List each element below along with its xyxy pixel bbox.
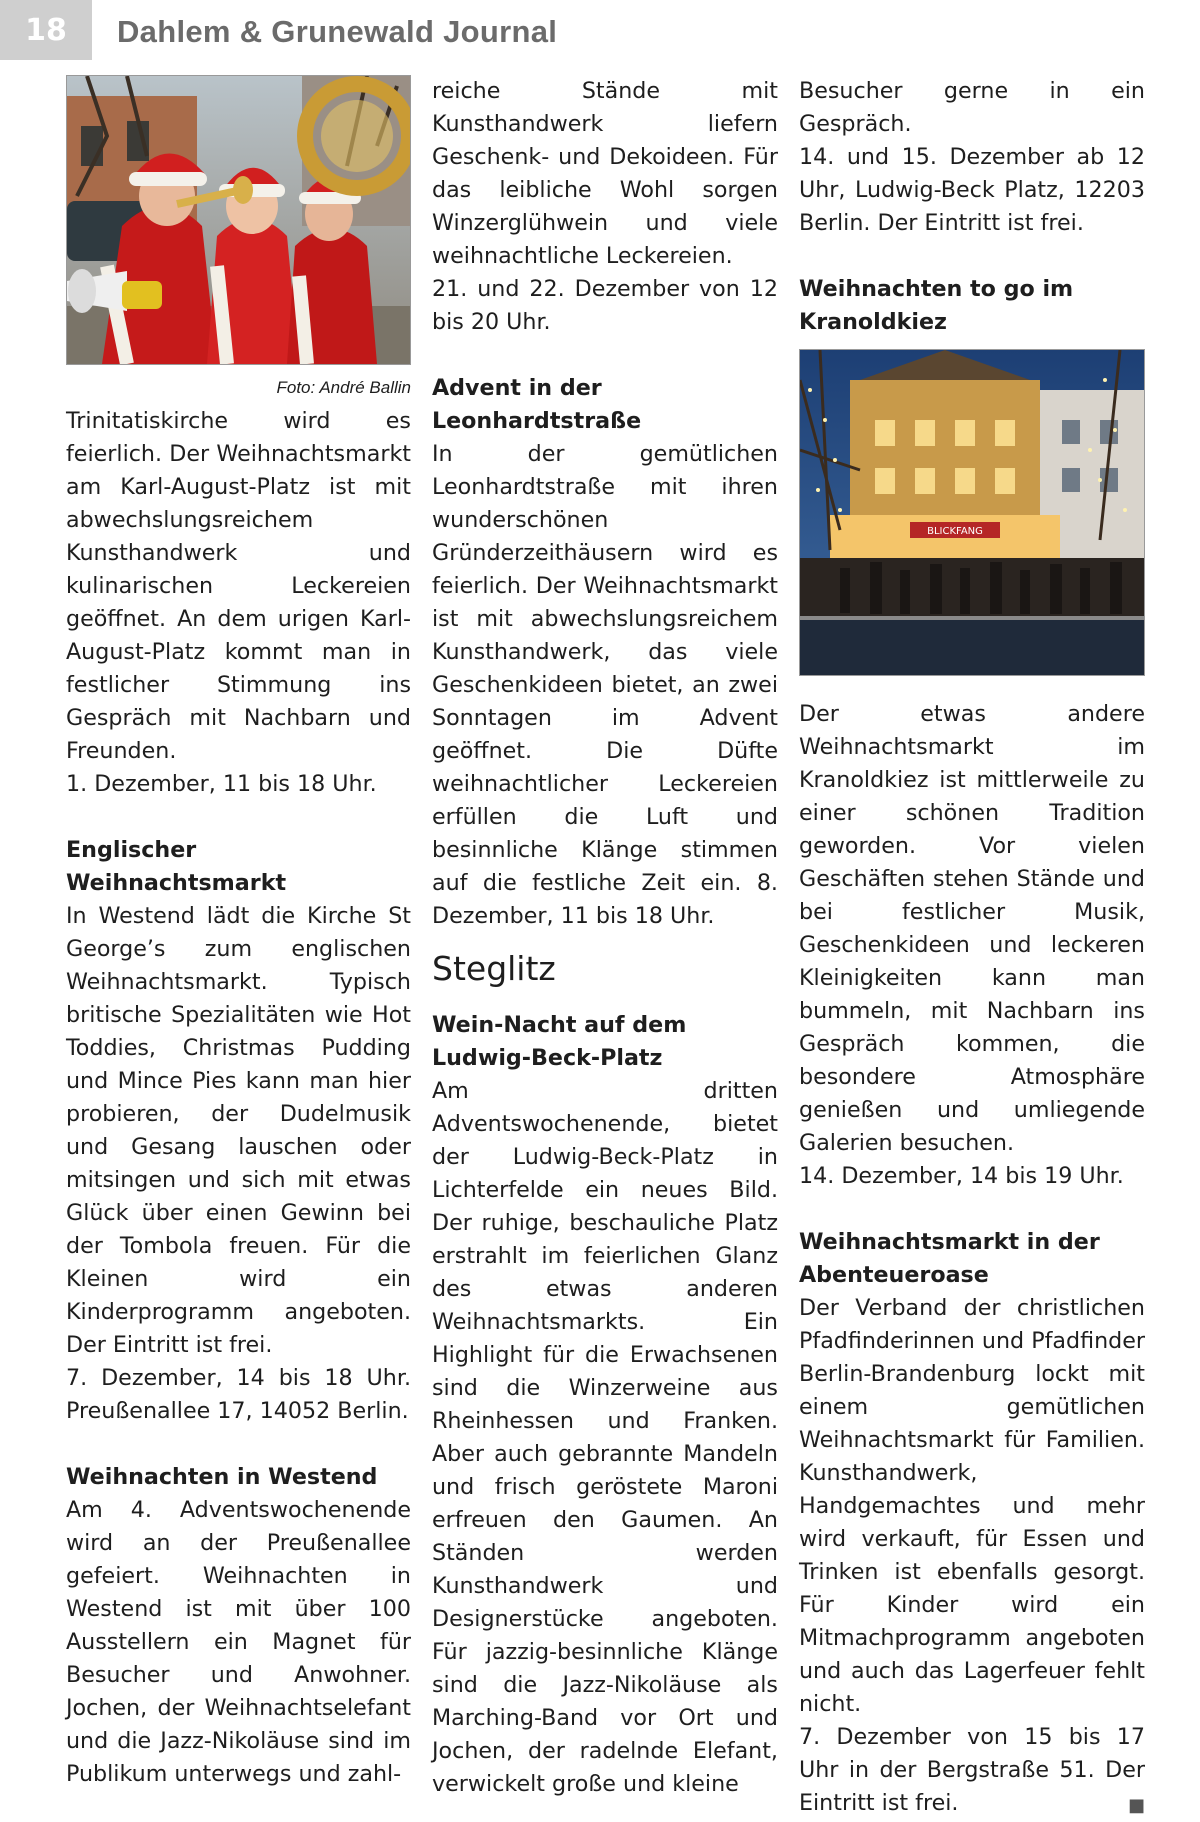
paragraph-weihnachten-in-westend: Am 4. Adventswochenende wird an der Preußenallee gefeiert. Weihnachten in Westend ist mit über 100 Ausstellern ein Magnet für Besucher und Anwohner. Jochen, der Weihnachtselefant und die Jazz-Nikoläuse sind im Publikum unterwegs und zahl- [66,1497,411,1787]
paragraph-abenteueroase-date [799,1721,1145,1820]
paragraph-karl-august-platz-date: 1. Dezember, 11 bis 18 Uhr. [66,771,377,797]
photo-jazz-nikolaeuse [66,75,411,365]
paragraph-englischer-weihnachtsmarkt: In Westend lädt die Kirche St George’s zum englischen Weihnachtsmarkt. Typisch britische Spezialitäten wie Hot Toddies, Christmas Pudding und Mince Pies kann man hier probieren, der Dudelmusik und Gesang lauschen oder mitsingen und sich mit etwas Glück über einen Gewinn bei der Tombola freuen. Für die Kleinen wird ein Kinderprogramm angeboten. Der Eintritt ist frei. [66,903,411,1358]
street-market-night-image [800,350,1144,675]
photo-kranoldkiez [799,349,1145,676]
heading-englischer-weihnachtsmarkt: Englischer Weihnachtsmarkt [66,837,287,896]
paragraph-continuation: Besucher gerne in ein Gespräch. [799,78,1145,137]
end-of-article-icon: ■ [1127,1795,1145,1816]
santa-band-image [67,76,410,364]
journal-title: Dahlem & Grunewald Journal [117,14,558,49]
page-number: 18 [0,0,92,60]
paragraph-wein-nacht: Am dritten Adventswochenende, bietet der Ludwig-Beck-Platz in Lichterfelde ein neues Bild. Der ruhige, beschauliche Platz erstrahlt im feierlichen Glanz des etwas anderen Weihnachtsmarkts. Ein Highlight für die Erwachsenen sind die Winzerweine aus Rheinhessen und Franken. Aber auch gebrannte Mandeln und frisch geröstete Maroni erfreuen den Gaumen. An Ständen werden Kunsthandwerk und Designerstücke angeboten. Für jazzig-besinnliche Klänge sind die Jazz-Nikoläuse als Marching-Band vor Ort und Jochen, der radelnde Elefant, verwickelt große und kleine [432,1078,778,1797]
paragraph-kranoldkiez-date: 14. Dezember, 14 bis 19 Uhr. [799,1163,1124,1189]
heading-abenteueroase: Weihnachtsmarkt in der Abenteueroase [799,1229,1100,1288]
column-3 [799,75,1145,1822]
paragraph-abenteueroase: Der Verband der christlichen Pfadfinderinnen und Pfadfinder Berlin-Brandenburg lockt mit einem gemütlichen Weihnachtsmarkt für Familien. Kunsthandwerk, Handgemachtes und mehr wird verkauft, für Essen und Trinken ist ebenfalls gesorgt. Für Kinder wird ein Mitmachprogramm angeboten und auch das Lagerfeuer fehlt nicht. [799,1295,1145,1717]
photo-caption: Foto: André Ballin [276,378,411,397]
paragraph-continuation-date: 21. und 22. Dezember von 12 bis 20 Uhr. [432,276,778,335]
column-1 [66,75,411,1791]
paragraph-continuation-date: 14. und 15. Dezember ab 12 Uhr, Ludwig-Beck Platz, 12203 Berlin. Der Eintritt ist frei. [799,144,1145,236]
heading-wein-nacht: Wein-Nacht auf dem Ludwig-Beck-Platz [432,1012,687,1071]
paragraph-kranoldkiez: Der etwas andere Weihnachtsmarkt im Kranoldkiez ist mittlerweile zu einer schönen Tradition geworden. Vor vielen Geschäften stehen Stände und bei festlicher Musik, Geschenkideen und leckeren Kleinigkeiten kann man bummeln, mit Nachbarn ins Gespräch kommen, die besondere Atmosphäre genießen und umliegende Galerien besuchen. [799,701,1145,1156]
shop-sign-text: BLICKFANG [927,526,983,537]
heading-weihnachten-in-westend: Weihnachten in Westend [66,1464,378,1490]
abenteueroase-date-text: 7. Dezember von 15 bis 17 Uhr in der Bergstraße 51. Der Eintritt ist frei. [799,1724,1145,1816]
paragraph-continuation: reiche Stände mit Kunsthandwerk liefern Geschenk- und Dekoideen. Für das leibliche Wohl sorgen Winzerglühwein und viele weihnachtliche Leckereien. [432,78,778,269]
heading-weihnachten-to-go: Weihnachten to go im Kranoldkiez [799,276,1074,335]
section-title-steglitz: Steglitz [432,949,556,988]
paragraph-advent-leonhardtstrasse: In der gemütlichen Leonhardtstraße mit ihren wunderschönen Gründerzeithäusern wird es feierlich. Der Weihnachtsmarkt ist mit abwechslungsreichem Kunsthandwerk, das viele Geschenkideen bietet, an zwei Sonntagen im Advent geöffnet. Die Düfte weihnachtlicher Leckereien erfüllen die Luft und besinnliche Klänge stimmen auf die festliche Zeit ein. 8. Dezember, 11 bis 18 Uhr. [432,441,778,929]
paragraph-englischer-weihnachtsmarkt-date: 7. Dezember, 14 bis 18 Uhr. Preußenallee 17, 14052 Berlin. [66,1365,411,1424]
column-2 [432,75,778,1801]
paragraph-karl-august-platz: Trinitatiskirche wird es feierlich. Der Weihnachtsmarkt am Karl-August-Platz ist mit abwechslungsreichem Kunsthandwerk und kulinarischen Leckereien geöffnet. An dem urigen Karl-August-Platz kommt man in festlicher Stimmung ins Gespräch mit Nachbarn und Freunden. [66,408,411,764]
heading-advent-leonhardtstrasse: Advent in der Leonhardtstraße [432,375,642,434]
